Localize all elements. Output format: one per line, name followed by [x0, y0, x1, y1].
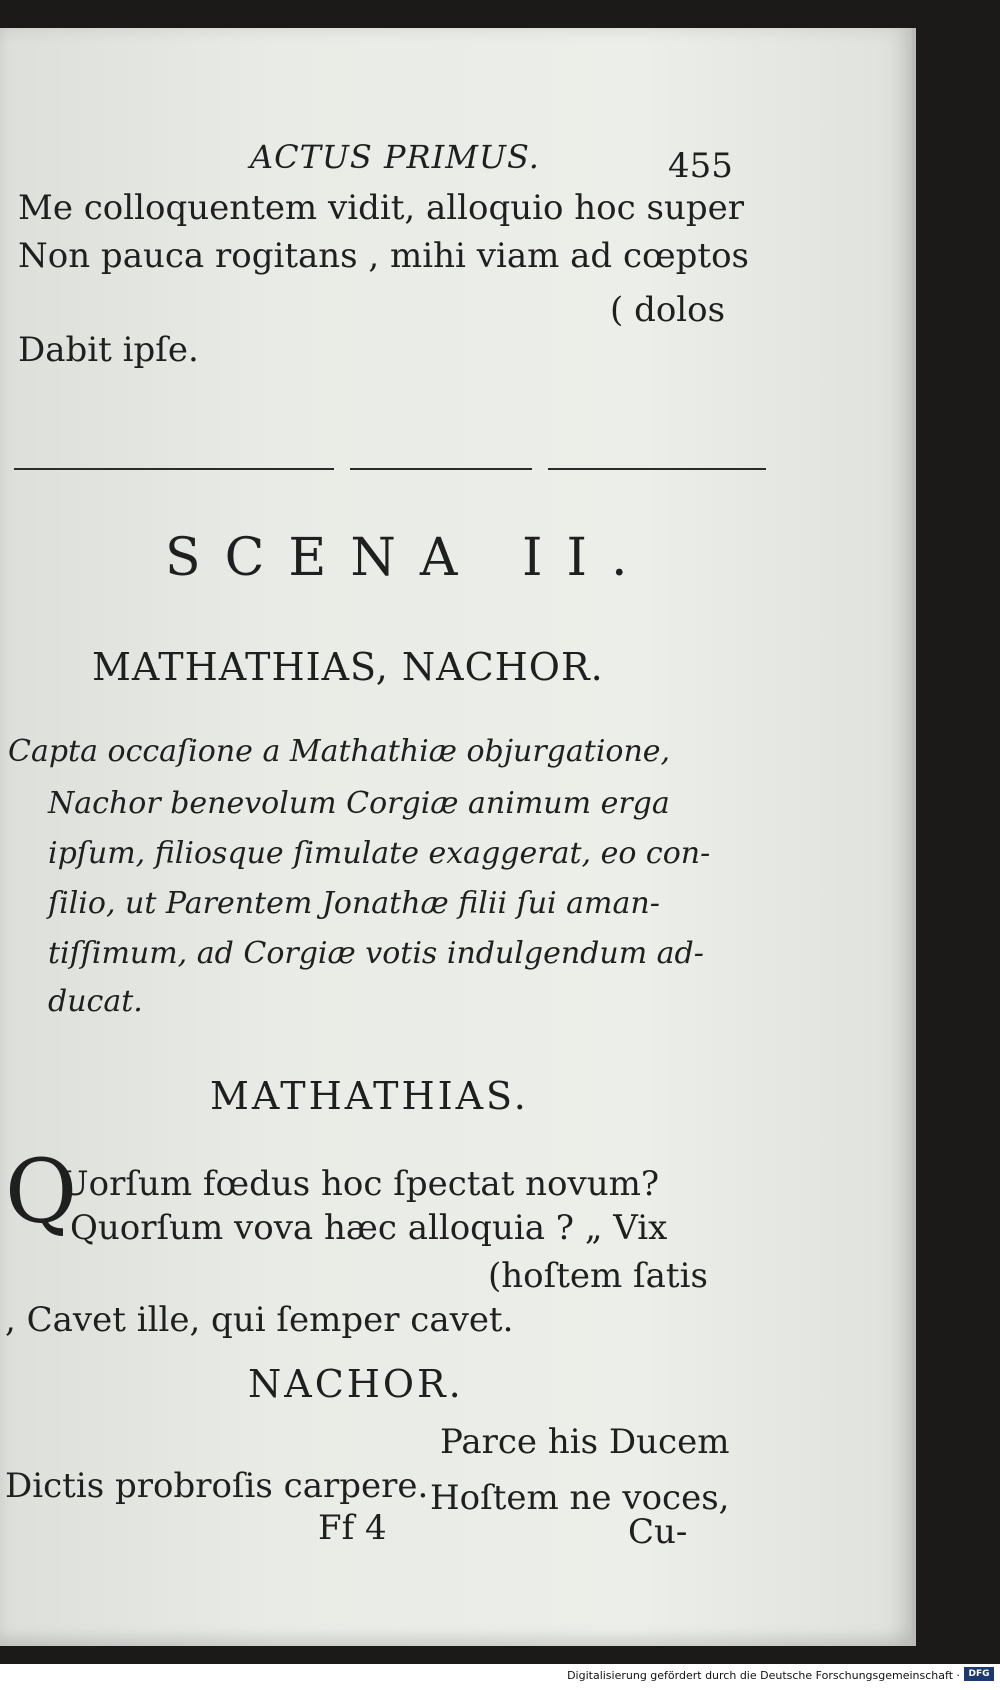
signature-mark: Ff 4	[318, 1508, 387, 1548]
divider-rule	[14, 468, 334, 470]
argument-line: Capta occaſione a Mathathiæ objurgatione,	[8, 734, 671, 769]
verse-line: , Cavet ille, qui ſemper cavet.	[5, 1300, 514, 1340]
verse-line-turnover: (hoſtem ſatis	[488, 1256, 708, 1296]
verse-line-turnover: ( dolos	[610, 290, 726, 330]
speaker-name: NACHOR.	[248, 1362, 464, 1406]
verse-line: Uorſum fœdus hoc ſpectat novum?	[60, 1164, 660, 1204]
verse-line: Me colloquentem vidit, alloquio hoc super	[18, 188, 744, 228]
page-number: 455	[668, 146, 733, 186]
scene-characters: MATHATHIAS, NACHOR.	[92, 645, 604, 689]
argument-line: tiſſimum, ad Corgiæ votis indulgendum ad-	[48, 936, 704, 971]
verse-line: Parce his Ducem	[440, 1422, 730, 1462]
verse-line: Non pauca rogitans , mihi viam ad cœptos	[18, 236, 749, 276]
argument-line: ipſum, filiosque ſimulate exaggerat, eo con-	[48, 836, 711, 871]
verse-line: Dabit ipſe.	[18, 330, 199, 370]
verse-line: Quorſum vova hæc alloquia ? „ Vix	[70, 1208, 668, 1248]
running-head: ACTUS PRIMUS.	[250, 138, 540, 176]
verse-line: Hoſtem ne voces,	[430, 1478, 730, 1518]
digitization-credit: Digitalisierung gefördert durch die Deutsche Forschungsgemeinschaft ·	[567, 1669, 960, 1682]
book-page	[0, 28, 916, 1646]
catchword: Cu-	[628, 1512, 688, 1552]
speaker-name: MATHATHIAS.	[210, 1074, 529, 1118]
verse-line: Dictis probroſis carpere.	[5, 1466, 429, 1506]
drop-cap: Q	[5, 1140, 78, 1243]
dfg-logo: DFG	[964, 1667, 994, 1681]
scene-title: SCENA II.	[165, 528, 652, 588]
divider-rule	[548, 468, 766, 470]
divider-rule	[350, 468, 532, 470]
argument-line: ducat.	[48, 984, 143, 1019]
argument-line: ſilio, ut Parentem Jonathæ filii ſui aman-	[48, 886, 660, 921]
argument-line: Nachor benevolum Corgiæ animum erga	[48, 786, 670, 821]
